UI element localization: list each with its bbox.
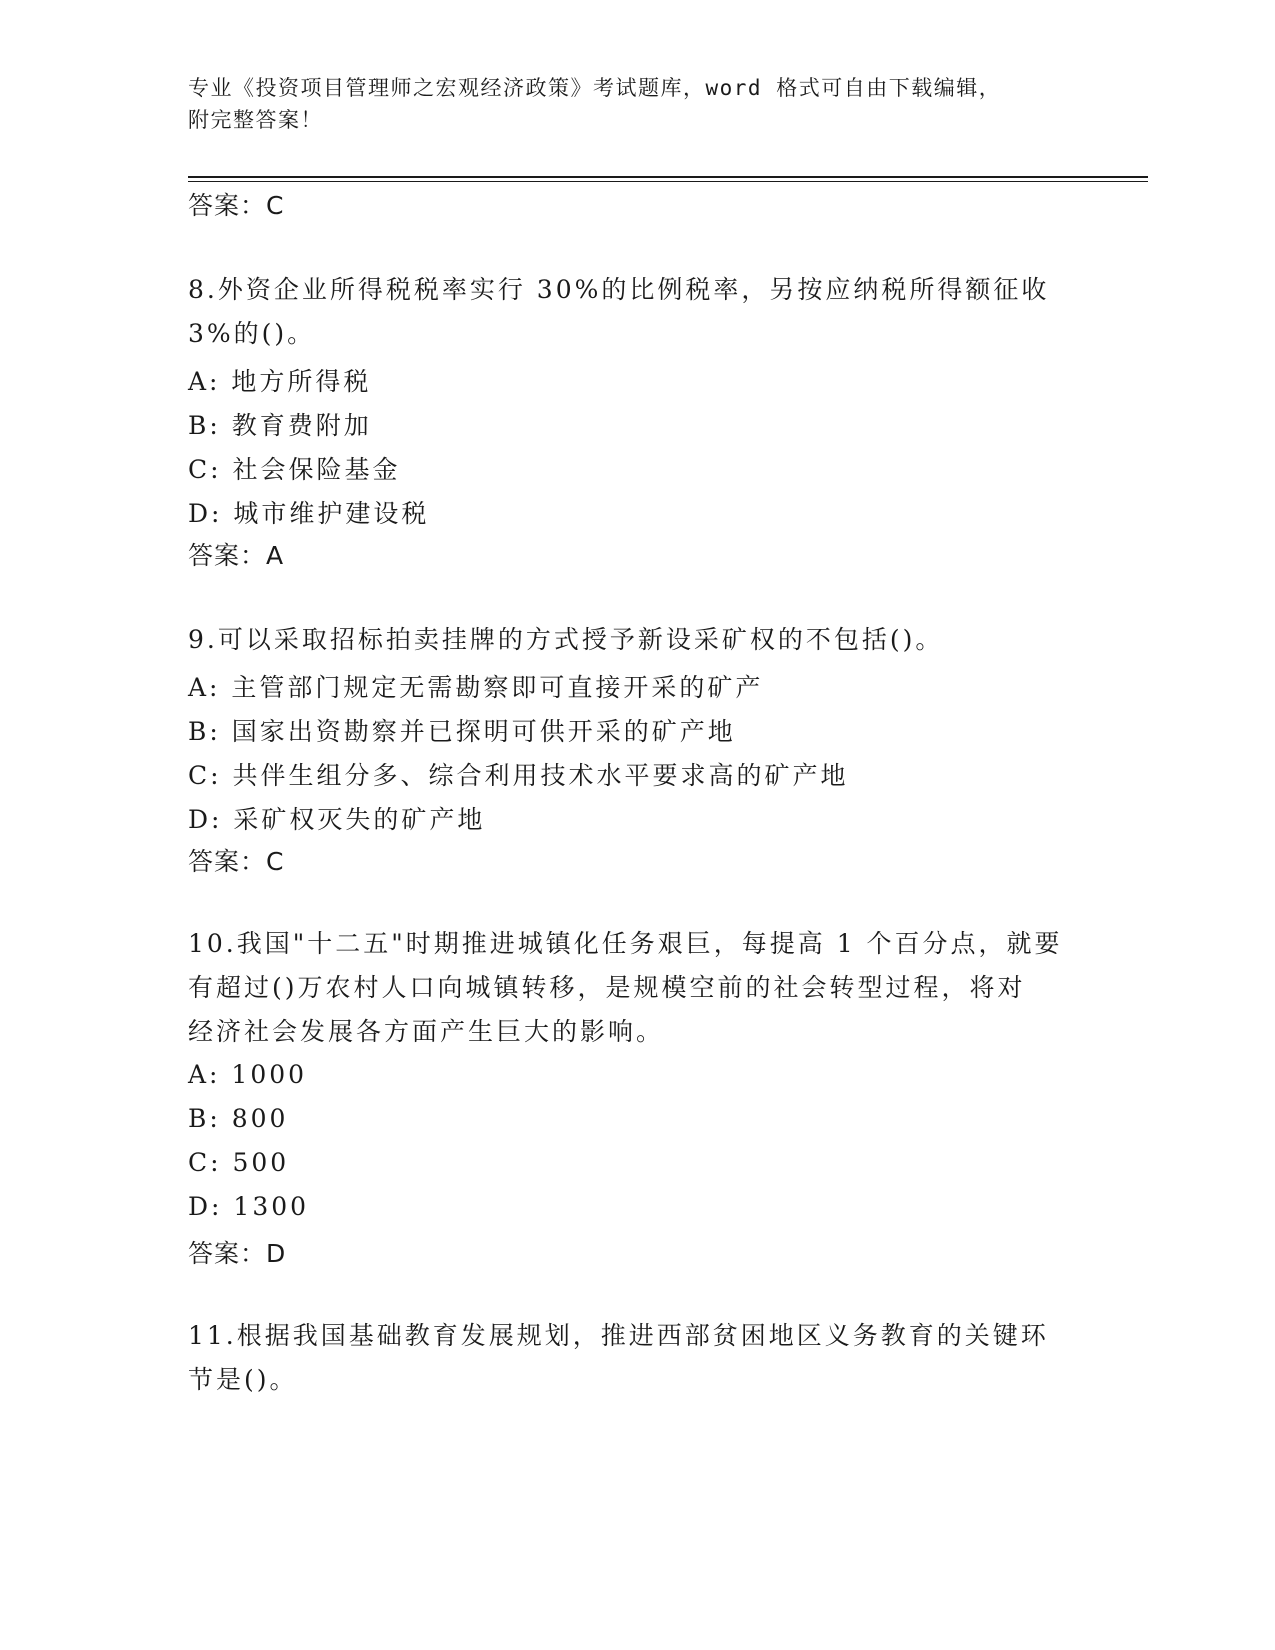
question-9-text bbox=[188, 618, 1088, 662]
question-8-option-d: D: 城市维护建设税 bbox=[188, 499, 430, 528]
question-8-option-a: A: 地方所得税 bbox=[188, 367, 372, 396]
question-10-text bbox=[188, 922, 1088, 1054]
header-line-2: 附完整答案！ bbox=[188, 108, 323, 132]
question-9-option-d: D: 采矿权灭失的矿产地 bbox=[188, 805, 486, 834]
question-10-option-b: B: 800 bbox=[188, 1104, 289, 1133]
question-10-line-1: 10.我国"十二五"时期推进城镇化任务艰巨，每提高 1 个百分点，就要 bbox=[188, 929, 1063, 958]
question-9-answer: 答案：C bbox=[188, 847, 285, 876]
question-8-option-c: C: 社会保险基金 bbox=[188, 455, 401, 484]
question-10-line-2: 有超过()万农村人口向城镇转移，是规模空前的社会转型过程，将对 bbox=[188, 973, 1026, 1002]
previous-answer: 答案：C bbox=[188, 191, 285, 220]
question-11-line-1: 11.根据我国基础教育发展规划，推进西部贫困地区义务教育的关键环 bbox=[188, 1321, 1049, 1350]
header-divider bbox=[188, 176, 1148, 182]
question-8-line-1: 8.外资企业所得税税率实行 30%的比例税率，另按应纳税所得额征收 bbox=[188, 275, 1050, 304]
header-line-1: 专业《投资项目管理师之宏观经济政策》考试题库，word 格式可自由下载编辑， bbox=[188, 76, 1002, 100]
question-10-option-a: A: 1000 bbox=[188, 1060, 308, 1089]
question-9-option-c: C: 共伴生组分多、综合利用技术水平要求高的矿产地 bbox=[188, 761, 849, 790]
question-10-line-3: 经济社会发展各方面产生巨大的影响。 bbox=[188, 1017, 665, 1046]
question-9-option-b: B: 国家出资勘察并已探明可供开采的矿产地 bbox=[188, 717, 736, 746]
question-8-option-b: B: 教育费附加 bbox=[188, 411, 372, 440]
question-9-option-a: A: 主管部门规定无需勘察即可直接开采的矿产 bbox=[188, 673, 764, 702]
question-11-line-2: 节是()。 bbox=[188, 1365, 298, 1394]
question-10-option-d: D: 1300 bbox=[188, 1192, 310, 1221]
question-8-answer: 答案：A bbox=[188, 541, 285, 570]
question-9-line-1: 9.可以采取招标拍卖挂牌的方式授予新设采矿权的不包括()。 bbox=[188, 625, 944, 654]
question-10-option-c: C: 500 bbox=[188, 1148, 290, 1177]
question-11-text bbox=[188, 1314, 1088, 1402]
question-8-text bbox=[188, 268, 1088, 356]
question-10-answer: 答案：D bbox=[188, 1239, 287, 1268]
document-header bbox=[188, 72, 1068, 136]
question-8-line-2: 3%的()。 bbox=[188, 319, 316, 348]
